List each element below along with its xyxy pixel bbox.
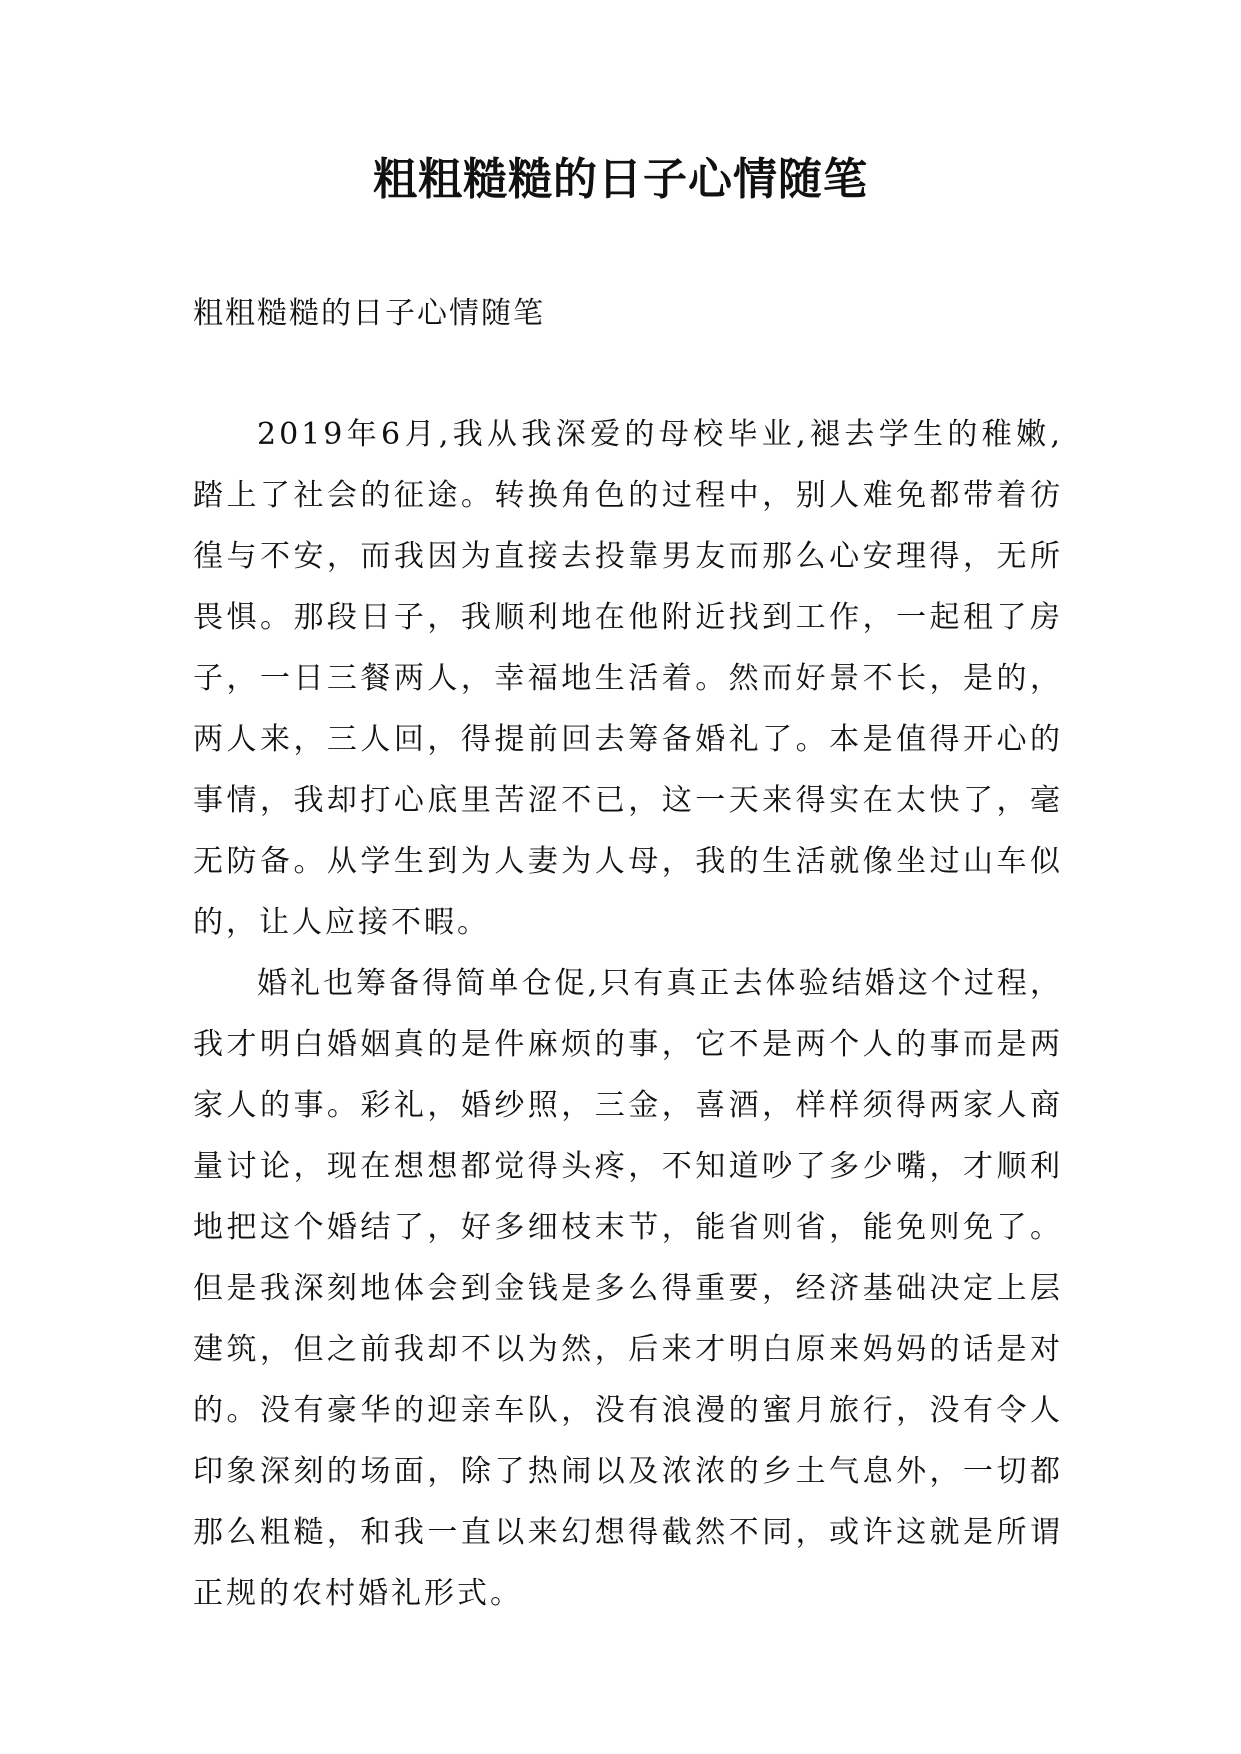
- paragraph-2: 婚礼也筹备得简单仓促,只有真正去体验结婚这个过程，我才明白婚姻真的是件麻烦的事，它不是两个人的事而是两家人的事。彩礼，婚纱照，三金，喜酒，样样须得两家人商量讨论，现在想想都觉得头疼，不知道吵了多少嘴，才顺利地把这个婚结了，好多细枝末节，能省则省，能免则免了。但是我深刻地体会到金钱是多么得重要，经济基础决定上层建筑，但之前我却不以为然，后来才明白原来妈妈的话是对的。没有豪华的迎亲车队，没有浪漫的蜜月旅行，没有令人印象深刻的场面，除了热闹以及浓浓的乡土气息外，一切都那么粗糙，和我一直以来幻想得截然不同，或许这就是所谓正规的农村婚礼形式。: [193, 966, 1063, 1611]
- document-body: [193, 404, 1063, 1624]
- paragraph-1: 2019年6月,我从我深爱的母校毕业,褪去学生的稚嫩,踏上了社会的征途。转换角色的过程中，别人难免都带着彷徨与不安，而我因为直接去投靠男友而那么心安理得，无所畏惧。那段日子，我顺利地在他附近找到工作，一起租了房子，一日三餐两人，幸福地生活着。然而好景不长，是的，两人来，三人回，得提前回去筹备婚礼了。本是值得开心的事情，我却打心底里苦涩不已，这一天来得实在太快了，毫无防备。从学生到为人妻为人母，我的生活就像坐过山车似的，让人应接不暇。: [193, 417, 1063, 940]
- document-subtitle: 粗粗糙糙的日子心情随笔: [193, 296, 545, 331]
- document-title: 粗粗糙糙的日子心情随笔: [373, 154, 868, 205]
